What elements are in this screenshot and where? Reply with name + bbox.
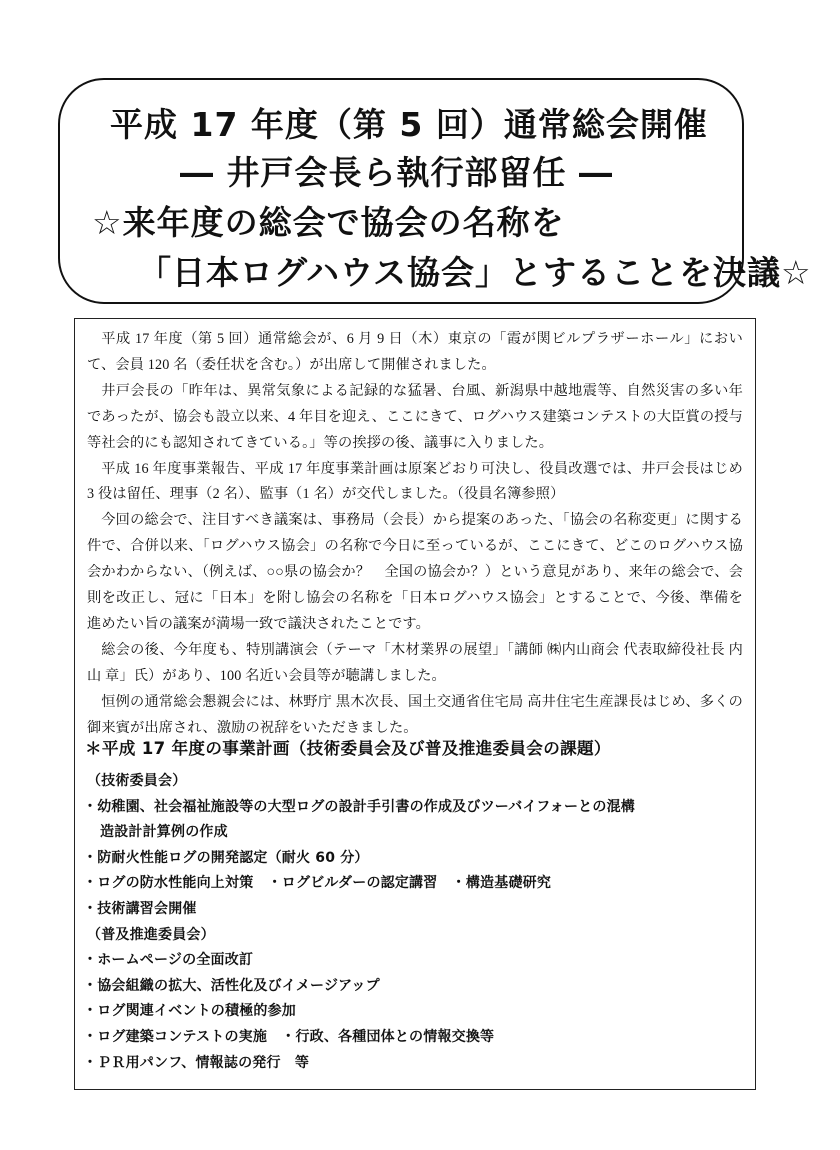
- article-paragraph: 平成 16 年度事業報告、平成 17 年度事業計画は原案どおり可決し、役員改選では、井戸会長はじめ 3 役は留任、理事（2 名）、監事（1 名）が交代しました。（役員名簿参照）: [87, 460, 743, 503]
- plan-item: ・ホームページの全面改訂: [83, 952, 254, 969]
- plan-item: ・技術講習会開催: [83, 900, 197, 917]
- business-plan-list: [83, 769, 747, 1076]
- plan-item: ・ＰＲ用パンフ、情報誌の発行 等: [83, 1054, 310, 1071]
- headline-subtitle: ― 井戸会長ら執行部留任 ―: [180, 153, 613, 192]
- plan-item: ・協会組織の拡大、活性化及びイメージアップ: [83, 977, 380, 994]
- headline-resolution-line2: 「日本ログハウス協会」とすることを決議☆: [138, 253, 812, 292]
- plan-group-label: （技術委員会）: [87, 773, 187, 789]
- headline-title: 平成 17 年度（第 5 回）通常総会開催: [110, 105, 708, 144]
- article-paragraph: 今回の総会で、注目すべき議案は、事務局（会長）から提案のあった、「協会の名称変更」に関する件で、合併以来、「ログハウス協会」の名称で今日に至っているが、ここにきて、どこのログハウス協会かわからない、（例えば、○○県の協会か？ 全国の協会か？）という意見があり、来年の総会で、会則を改正し、冠に「日本」を附し協会の名称を「日本ログハウス協会」とすることで、今後、準備を進めたい旨の議案が満場一致で議決されたことです。: [87, 512, 743, 632]
- plan-item: ・幼稚園、社会福祉施設等の大型ログの設計手引書の作成及びツーバイフォーとの混構: [83, 798, 635, 815]
- article-paragraph: 恒例の通常総会懇親会には、林野庁 黒木次長、国土交通省住宅局 高井住宅生産課長はじめ、多くの御来賓が出席され、激励の祝辞をいただきました。: [87, 693, 743, 736]
- headline-box: [58, 78, 812, 304]
- plan-item-continuation: 造設計計算例の作成: [100, 824, 228, 841]
- article-box: [74, 318, 756, 1090]
- article-paragraph: 井戸会長の「昨年は、異常気象による記録的な猛暑、台風、新潟県中越地震等、自然災害の多い年であったが、協会も設立以来、4 年目を迎え、ここにきて、ログハウス建築コンテストの大臣賞の授与等社会的にも認知されてきている。」等の挨拶の後、議事に入りました。: [87, 382, 743, 451]
- headline-resolution-line1: ☆来年度の総会で協会の名称を: [92, 203, 565, 242]
- plan-group-label: （普及推進委員会）: [87, 926, 215, 943]
- plan-item: ・防耐火性能ログの開発認定（耐火 60 分）: [83, 849, 369, 866]
- article-paragraph: 総会の後、今年度も、特別講演会（テーマ「木材業界の展望」「講師 ㈱内山商会 代表取締役社長 内山 章」氏）があり、100 名近い会員等が聴講しました。: [87, 641, 743, 684]
- article-paragraph: 平成 17 年度（第 5 回）通常総会が、6 月 9 日（木）東京の「霞が関ビルプラザーホール」において、会員 120 名（委任状を含む。）が出席して開催されました。: [87, 331, 743, 373]
- article-body: [87, 327, 743, 742]
- plan-item: ・ログの防水性能向上対策 ・ログビルダーの認定講習 ・構造基礎研究: [83, 875, 552, 892]
- plan-item: ・ログ建築コンテストの実施 ・行政、各種団体との情報交換等: [83, 1028, 495, 1045]
- plan-item: ・ログ関連イベントの積極的参加: [83, 1003, 296, 1020]
- business-plan-heading: ＊平成 17 年度の事業計画（技術委員会及び普及推進委員会の課題）: [85, 739, 611, 758]
